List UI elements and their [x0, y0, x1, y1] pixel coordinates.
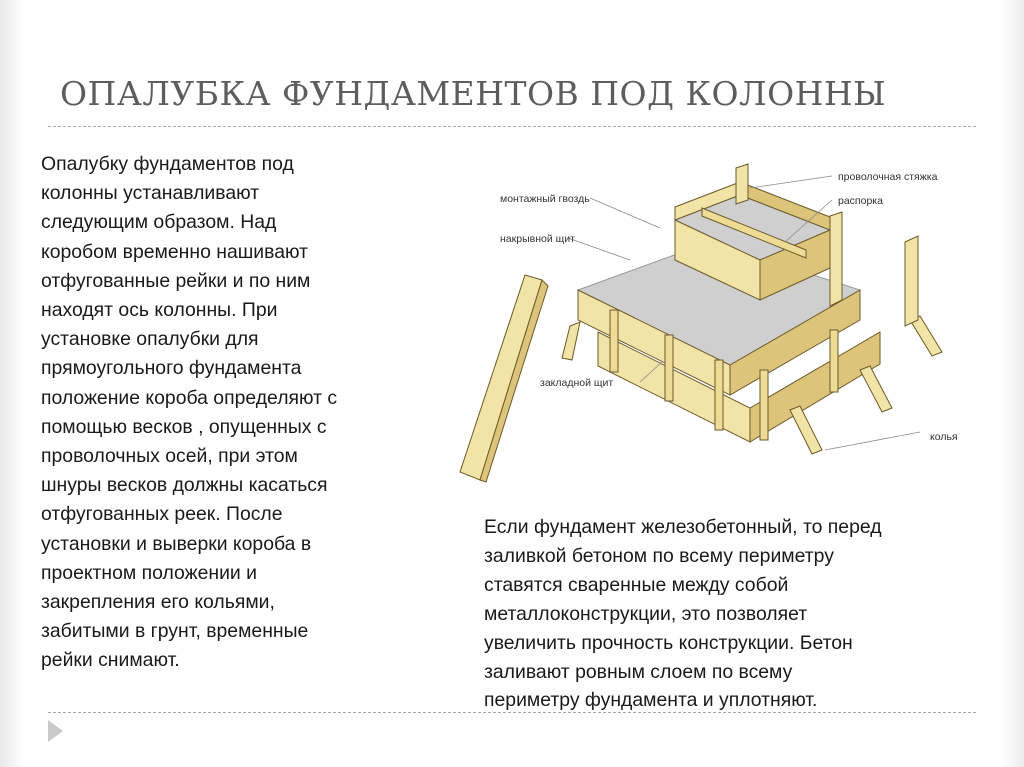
main-text-line: забитыми в грунт, временные	[41, 620, 309, 643]
label-mounting-nail: монтажный гвоздь	[500, 193, 590, 205]
side-text-line: металлоконструкции, это позволяет	[484, 602, 808, 625]
main-text-line: следующим образом. Над	[41, 211, 277, 234]
side-text-line: увеличить прочность конструкции. Бетон	[484, 631, 853, 654]
label-brace: распорка	[838, 195, 883, 207]
label-wire-tie: проволочная стяжка	[838, 171, 938, 183]
main-text-line: колонны устанавливают	[41, 182, 260, 205]
main-text-line: отфугованные рейки и по ним	[41, 269, 311, 292]
main-text-line: прямоугольного фундамента	[41, 357, 302, 380]
label-embedded-panel: закладной щит	[540, 377, 614, 389]
main-text-line: находят ось колонны. При	[41, 299, 278, 322]
main-text-line: установки и выверки короба в	[41, 532, 312, 555]
title-divider	[48, 126, 976, 127]
slide-edge-left	[0, 0, 24, 767]
slide-title: ОПАЛУБКА ФУНДАМЕНТОВ ПОД КОЛОННЫ	[60, 74, 887, 113]
label-cover-panel: накрывной щит	[500, 233, 575, 245]
next-slide-arrow-icon[interactable]	[48, 720, 63, 742]
main-text-line: закрепления его кольями,	[41, 591, 275, 614]
side-text-line: заливают ровным слоем по всему	[484, 660, 793, 683]
footer-divider	[48, 712, 976, 713]
main-text-line: коробом временно нашивают	[41, 240, 308, 263]
main-text-line: помощью весков , опущенных с	[41, 415, 327, 438]
loose-board	[460, 275, 542, 480]
side-text-line: Если фундамент железобетонный, то перед	[484, 516, 882, 538]
main-text-line: шнуры весков должны касаться	[41, 474, 328, 497]
main-text-line: положение короба определяют с	[41, 386, 338, 409]
main-text-block	[41, 150, 431, 676]
side-text-line: заливкой бетоном по всему периметру	[484, 544, 834, 567]
main-text-line: Опалубку фундаментов под	[41, 153, 294, 175]
label-stakes: колья	[930, 431, 958, 443]
main-text-line: отфугованных реек. После	[41, 503, 283, 526]
slide-edge-right	[1002, 0, 1024, 767]
formwork-diagram	[450, 150, 970, 490]
main-text-line: установке опалубки для	[41, 328, 259, 351]
main-text-line: проволочных осей, при этом	[41, 445, 298, 468]
side-text-line: ставятся сваренные между собой	[484, 573, 789, 596]
side-text-line: периметру фундамента и уплотняют.	[484, 689, 818, 712]
main-text-line: проектном положении и	[41, 561, 257, 584]
main-text-line: рейки снимают.	[41, 649, 180, 672]
side-text-block	[484, 513, 1004, 715]
